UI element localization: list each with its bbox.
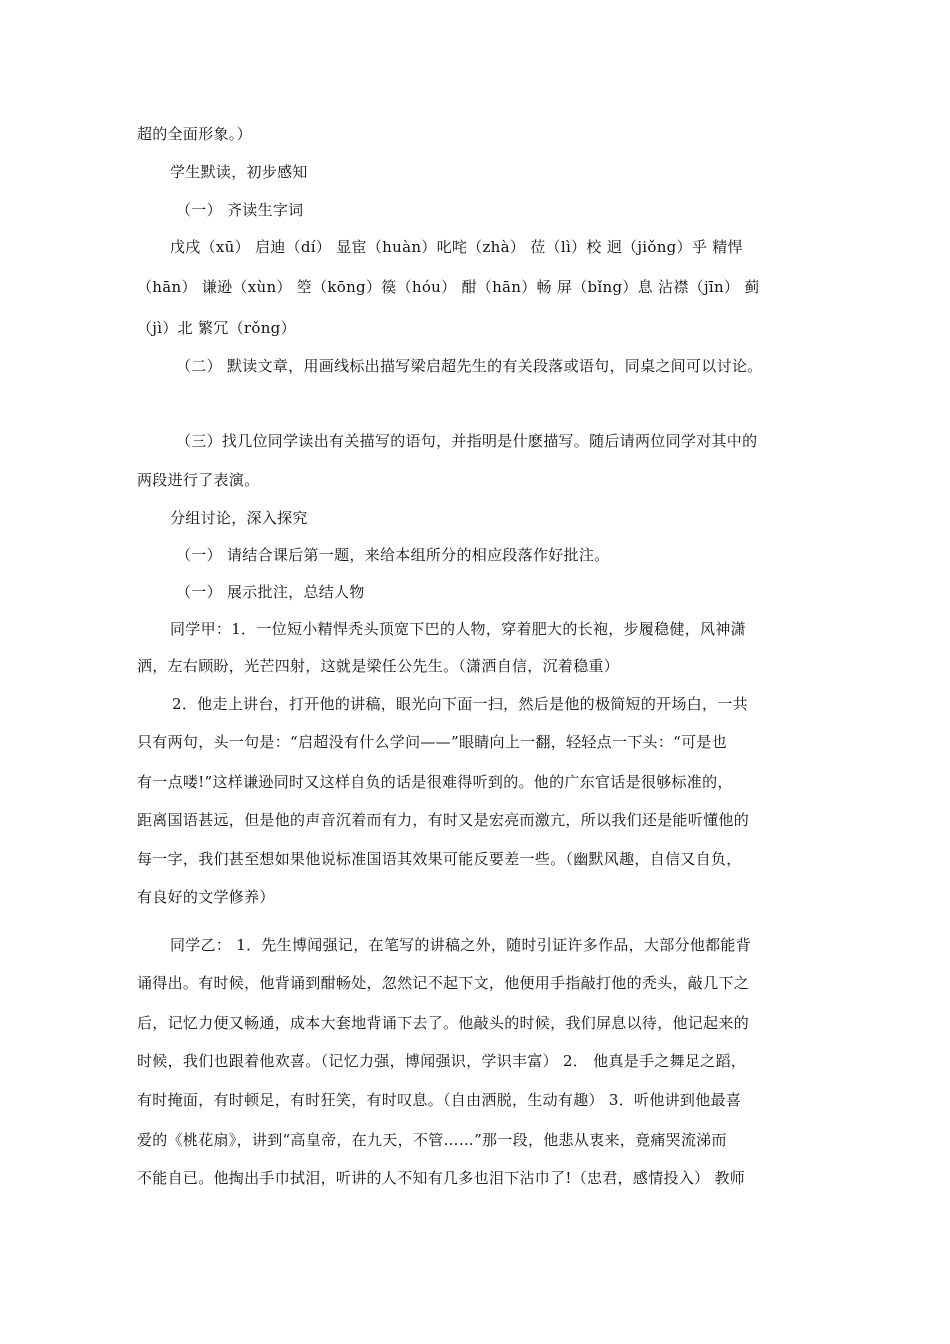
- text-line: 洒，左右顾盼，光芒四射，这就是梁任公先生。（潇洒自信，沉着稳重）: [137, 657, 620, 675]
- text-line: 有一点喽!”这样谦逊同时又这样自负的话是很难得听到的。他的广东官话是很够标准的，: [137, 773, 733, 791]
- section-heading: 分组讨论，深入探究: [170, 509, 308, 527]
- subsection-heading: （一） 请结合课后第一题，来给本组所分的相应段落作好批注。: [176, 546, 610, 564]
- text-line: （三）找几位同学读出有关描写的语句，并指明是什麽描写。随后请两位同学对其中的: [176, 432, 758, 450]
- vocab-line: （jì）北 繁冗（rǒng）: [137, 319, 296, 337]
- text-line: 诵得出。有时候，他背诵到酣畅处，忽然记不起下文，他便用手指敲打他的秃头，敲几下之: [137, 974, 750, 992]
- subsection-heading: （一） 展示批注，总结人物: [176, 583, 365, 601]
- text-line: 后，记忆力便又畅通，成本大套地背诵下去了。他敲头的时候，我们屏息以待，他记起来的: [137, 1014, 750, 1032]
- text-line: 不能自已。他掏出手巾拭泪，听讲的人不知有几多也泪下沾巾了!（忠君，感情投入） 教师: [137, 1169, 746, 1187]
- text-line: 2．他走上讲台，打开他的讲稿，眼光向下面一扫，然后是他的极简短的开场白，一共: [172, 695, 748, 713]
- vocab-line: 戊戌（xū） 启迪（dí） 显宦（huàn）叱咤（zhà） 莅（lì）校 迥（jiǒng）乎 精悍: [170, 238, 743, 256]
- text-line: 每一字，我们甚至想如果他说标准国语其效果可能反要差一些。（幽默风趣，自信又自负，: [137, 850, 742, 868]
- text-line: 两段进行了表演。: [137, 471, 260, 489]
- text-line: 同学甲：1．一位短小精悍秃头顶宽下巴的人物，穿着肥大的长袍，步履稳健，风神潇: [170, 620, 746, 638]
- section-heading: 学生默读，初步感知: [170, 163, 308, 181]
- text-line: 只有两句，头一句是：“启超没有什么学问——”眼睛向上一翻，轻轻点一下头：“可是也: [137, 733, 728, 751]
- vocab-line: （hān） 谦逊（xùn） 箜（kōng）篌（hóu） 酣（hān）畅 屏（bǐng）息 沾襟（jīn） 蓟: [137, 278, 760, 296]
- text-line: 有时掩面，有时顿足，有时狂笑，有时叹息。（自由洒脱，生动有趣） 3．听他讲到他最喜: [137, 1091, 742, 1109]
- subsection-heading: （一） 齐读生字词: [176, 201, 304, 219]
- text-line: 距离国语甚远，但是他的声音沉着而有力，有时又是宏亮而激亢，所以我们还是能听懂他的: [137, 811, 750, 829]
- text-line: 爱的《桃花扇》，讲到“高皇帝，在九天，不管……”那一段，他悲从衷来，竟痛哭流涕而: [137, 1131, 727, 1149]
- text-line: 同学乙： 1．先生博闻强记，在笔写的讲稿之外，随时引证许多作品，大部分他都能背: [170, 936, 752, 954]
- text-line: 有良好的文学修养）: [137, 888, 275, 906]
- text-line: 时候，我们也跟着他欢喜。（记忆力强，博闻强识，学识丰富） 2． 他真是手之舞足之蹈，: [137, 1052, 747, 1070]
- subsection-heading: （二） 默读文章，用画线标出描写梁启超先生的有关段落或语句，同桌之间可以讨论。: [176, 357, 763, 375]
- text-line: 超的全面形象。）: [137, 125, 252, 143]
